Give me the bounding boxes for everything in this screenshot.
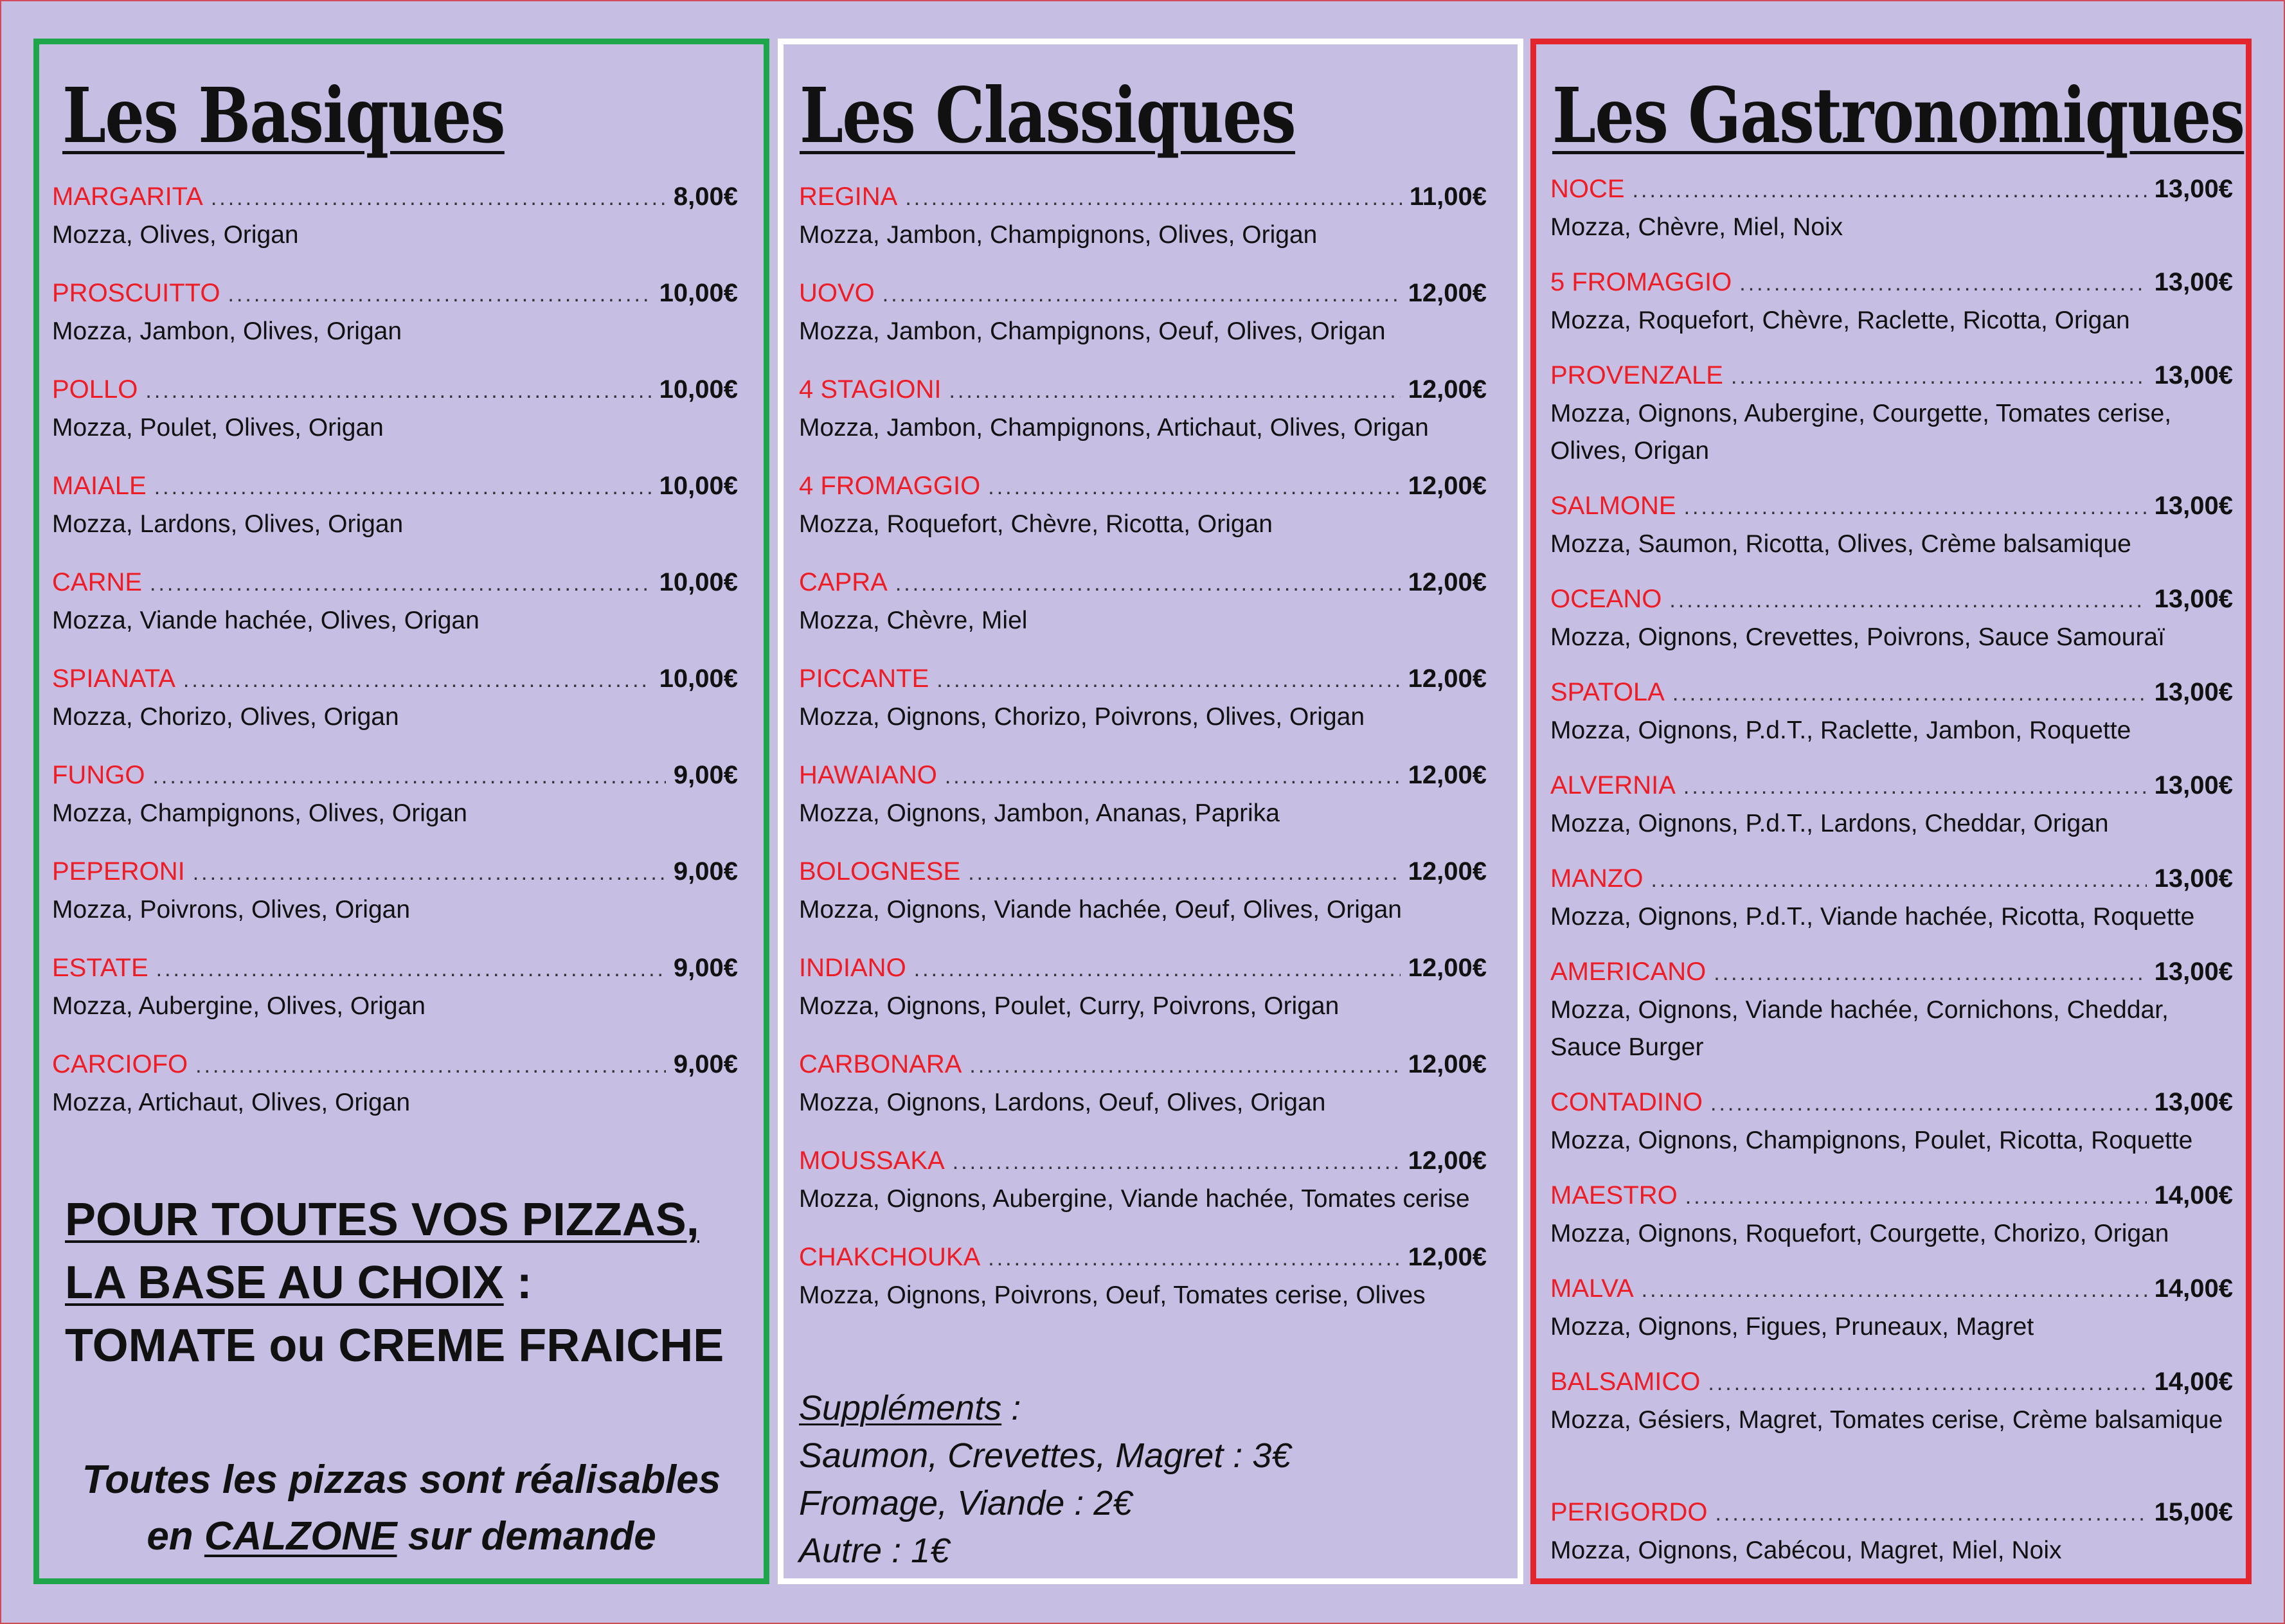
leader-dots [883,276,1401,313]
item-price: 9,00€ [673,954,738,982]
item-ingredients: Mozza, Oignons, Poulet, Curry, Poivrons, Origan [799,992,1340,1020]
menu-item [799,274,1487,371]
leader-dots [156,950,666,988]
item-price: 13,00€ [2154,492,2233,520]
menu-item [799,467,1487,564]
menu-item [1550,674,2233,767]
item-ingredients: Mozza, Oignons, Aubergine, Viande hachée, Tomates cerise [799,1185,1470,1213]
menu-item [52,274,738,371]
item-name: PICCANTE [799,665,929,693]
item-ingredients: Mozza, Oignons, P.d.T., Lardons, Cheddar, Origan [1550,810,2109,837]
item-name: PROVENZALE [1550,361,1723,389]
item-name: 4 STAGIONI [799,375,942,404]
item-price: 9,00€ [673,1050,738,1078]
menu-item [799,371,1487,467]
item-ingredients: Mozza, Oignons, Cabécou, Magret, Miel, Noix [1550,1537,2062,1564]
item-price: 12,00€ [1408,1243,1487,1271]
item-name: CARBONARA [799,1050,962,1078]
leader-dots [145,372,651,409]
item-name: BALSAMICO [1550,1368,1701,1396]
item-name: AMERICANO [1550,958,1707,986]
menu-item [799,853,1487,949]
menu-item [1550,860,2233,953]
item-ingredients: Mozza, Chorizo, Olives, Origan [52,703,399,731]
item-name: MAESTRO [1550,1181,1678,1209]
menu-list [52,178,738,1142]
item-name: ALVERNIA [1550,771,1676,799]
item-ingredients: Mozza, Saumon, Ricotta, Olives, Crème balsamique [1550,530,2131,558]
menu-item [52,660,738,756]
menu-item [52,949,738,1046]
item-ingredients: Mozza, Oignons, Poivrons, Oeuf, Tomates cerise, Olives [799,1281,1426,1309]
item-price: 14,00€ [2154,1368,2233,1396]
item-ingredients: Mozza, Roquefort, Chèvre, Raclette, Ricotta, Origan [1550,307,2130,334]
item-price: 12,00€ [1408,761,1487,789]
item-ingredients: Mozza, Roquefort, Chèvre, Ricotta, Origan [799,510,1273,538]
item-ingredients: Mozza, Oignons, Figues, Pruneaux, Magret [1550,1313,2034,1341]
menu-item [1550,170,2233,263]
item-price: 12,00€ [1408,375,1487,404]
item-ingredients: Mozza, Artichaut, Olives, Origan [52,1089,411,1116]
item-price: 10,00€ [659,375,738,404]
item-price: 12,00€ [1408,665,1487,693]
leader-dots [895,565,1401,602]
item-price: 13,00€ [2154,958,2233,986]
item-ingredients: Mozza, Jambon, Olives, Origan [52,317,402,345]
column-title: Les Gastronomiques [1552,71,2245,160]
column-gastronomiques [1530,39,2252,1584]
item-name: HAWAIANO [799,761,937,789]
leader-dots [1708,1364,2146,1402]
supplement-line: Autre : 1€ [799,1531,950,1570]
item-ingredients: Mozza, Champignons, Olives, Origan [52,799,467,827]
item-price: 12,00€ [1408,1050,1487,1078]
item-name: CONTADINO [1550,1088,1703,1116]
item-ingredients: Mozza, Jambon, Champignons, Olives, Origan [799,221,1318,249]
item-ingredients: Mozza, Oignons, Viande hachée, Oeuf, Olives, Origan [799,896,1402,924]
leader-dots [183,661,652,699]
notice-line: POUR TOUTES VOS PIZZAS, [65,1194,699,1245]
menu-item [1550,357,2233,487]
item-name: PEPERONI [52,857,185,886]
item-price: 12,00€ [1408,954,1487,982]
item-name: SPIANATA [52,665,175,693]
leader-dots [988,468,1400,506]
item-ingredients: Mozza, Oignons, Crevettes, Poivrons, Sauce Samouraï [1550,623,2165,651]
item-ingredients: Mozza, Poivrons, Olives, Origan [52,896,411,924]
column-title: Les Classiques [800,71,1296,160]
item-price: 12,00€ [1408,279,1487,307]
item-price: 13,00€ [2154,864,2233,893]
item-ingredients: Mozza, Oignons, P.d.T., Raclette, Jambon, Roquette [1550,717,2131,744]
menu-list [1550,170,2233,1587]
item-name: FUNGO [52,761,145,789]
menu-item [52,853,738,949]
leader-dots [152,758,665,795]
item-price: 14,00€ [2154,1274,2233,1303]
menu-item [799,564,1487,660]
item-price: 10,00€ [659,472,738,500]
item-ingredients: Mozza, Oignons, P.d.T., Viande hachée, Ricotta, Roquette [1550,903,2195,931]
item-name: MARGARITA [52,183,203,211]
item-ingredients: Mozza, Olives, Origan [52,221,299,249]
supplements-title-suffix: : [1001,1389,1021,1427]
calzone-word: CALZONE [204,1514,397,1558]
supplements-title: Suppléments [799,1389,1002,1427]
notice-line-suffix: : [503,1257,532,1308]
menu-item [1550,487,2233,580]
leader-dots [905,179,1402,217]
menu-item [52,178,738,274]
column-classiques [778,39,1523,1584]
item-name: MALVA [1550,1274,1634,1303]
item-ingredients: Mozza, Gésiers, Magret, Tomates cerise, Crème balsamique [1550,1406,2223,1434]
item-ingredients: Mozza, Oignons, Viande hachée, Cornichons, Cheddar, Sauce Burger [1550,996,2169,1061]
leader-dots [1685,1178,2147,1215]
leader-dots [1684,488,2147,526]
leader-dots [936,661,1400,699]
item-name: INDIANO [799,954,906,982]
menu-item [1550,1084,2233,1177]
item-price: 9,00€ [673,857,738,886]
menu-item [1550,1270,2233,1363]
menu-item [1550,767,2233,860]
item-ingredients: Mozza, Oignons, Lardons, Oeuf, Olives, Origan [799,1089,1326,1116]
leader-dots [211,179,666,217]
item-ingredients: Mozza, Chèvre, Miel [799,607,1028,634]
leader-dots [1731,358,2147,395]
item-price: 12,00€ [1408,568,1487,596]
leader-dots [193,854,666,891]
item-ingredients: Mozza, Jambon, Champignons, Oeuf, Olives, Origan [799,317,1386,345]
item-ingredients: Mozza, Poulet, Olives, Origan [52,414,384,442]
calzone-notice [39,1452,764,1565]
menu-item [799,660,1487,756]
menu-item [1550,263,2233,357]
leader-dots [968,854,1400,891]
calzone-line: Toutes les pizzas sont réalisables [82,1458,721,1502]
item-price: 8,00€ [673,183,738,211]
leader-dots [195,1047,666,1084]
leader-dots [1710,1085,2147,1122]
menu-item [52,1046,738,1142]
supplement-line: Fromage, Viande : 2€ [799,1484,1133,1522]
menu-item [799,949,1487,1046]
menu-list [799,178,1487,1335]
leader-dots [953,1143,1401,1181]
leader-dots [949,372,1401,409]
item-price: 13,00€ [2154,771,2233,799]
leader-dots [969,1047,1400,1084]
item-price: 11,00€ [1409,183,1487,211]
item-name: NOCE [1550,175,1625,203]
item-name: MAIALE [52,472,147,500]
leader-dots [945,758,1401,795]
menu-item [1550,953,2233,1084]
menu-item [52,371,738,467]
menu-item [1550,1177,2233,1270]
item-name: BOLOGNESE [799,857,961,886]
leader-dots [914,950,1401,988]
item-name: SALMONE [1550,492,1676,520]
leader-dots [1672,675,2147,712]
item-price: 12,00€ [1408,1147,1487,1175]
item-ingredients: Mozza, Lardons, Olives, Origan [52,510,404,538]
leader-dots [1669,582,2146,619]
column-basiques [33,39,769,1584]
item-price: 10,00€ [659,665,738,693]
supplements [799,1384,1291,1575]
item-ingredients: Mozza, Oignons, Champignons, Poulet, Ricotta, Roquette [1550,1127,2193,1154]
supplement-line: Saumon, Crevettes, Magret : 3€ [799,1436,1291,1475]
item-ingredients: Mozza, Oignons, Roquefort, Courgette, Chorizo, Origan [1550,1220,2169,1247]
item-price: 10,00€ [659,568,738,596]
menu-item [799,178,1487,274]
leader-dots [1714,954,2146,992]
item-name: 4 FROMAGGIO [799,472,981,500]
leader-dots [988,1240,1400,1277]
menu-item [52,467,738,564]
item-price: 13,00€ [2154,175,2233,203]
item-name: 5 FROMAGGIO [1550,268,1732,296]
item-name: POLLO [52,375,138,404]
item-ingredients: Mozza, Oignons, Jambon, Ananas, Paprika [799,799,1280,827]
item-ingredients: Mozza, Oignons, Chorizo, Poivrons, Olives, Origan [799,703,1365,731]
item-name: CARCIOFO [52,1050,188,1078]
item-price: 13,00€ [2154,585,2233,613]
item-name: SPATOLA [1550,678,1665,706]
item-ingredients: Mozza, Chèvre, Miel, Noix [1550,213,1843,241]
item-name: CHAKCHOUKA [799,1243,981,1271]
leader-dots [1683,768,2147,805]
item-price: 15,00€ [2154,1498,2233,1526]
base-choice-notice [65,1188,724,1377]
item-price: 13,00€ [2154,361,2233,389]
item-price: 10,00€ [659,279,738,307]
item-name: MANZO [1550,864,1644,893]
leader-dots [228,276,652,313]
item-name: CARNE [52,568,143,596]
notice-line: LA BASE AU CHOIX [65,1257,504,1308]
menu-item [799,756,1487,853]
notice-line: TOMATE ou CREME FRAICHE [65,1320,724,1371]
leader-dots [1739,265,2146,302]
calzone-post: sur demande [397,1514,656,1558]
item-price: 12,00€ [1408,472,1487,500]
item-price: 14,00€ [2154,1181,2233,1209]
leader-dots [1633,172,2147,209]
menu-item [52,564,738,660]
item-name: PERIGORDO [1550,1498,1708,1526]
column-title: Les Basiques [62,71,505,160]
item-name: PROSCUITTO [52,279,220,307]
item-ingredients: Mozza, Oignons, Aubergine, Courgette, Tomates cerise, Olives, Origan [1550,400,2172,465]
calzone-pre: en [147,1514,204,1558]
menu-item [799,1142,1487,1238]
item-price: 13,00€ [2154,268,2233,296]
item-ingredients: Mozza, Viande hachée, Olives, Origan [52,607,479,634]
leader-dots [1642,1271,2147,1308]
item-name: ESTATE [52,954,148,982]
leader-dots [154,468,652,506]
item-ingredients: Mozza, Aubergine, Olives, Origan [52,992,426,1020]
menu-item [799,1046,1487,1142]
menu-item [52,756,738,853]
item-price: 9,00€ [673,761,738,789]
menu-item [799,1238,1487,1335]
leader-dots [1715,1495,2146,1532]
item-name: UOVO [799,279,875,307]
item-price: 13,00€ [2154,1088,2233,1116]
item-price: 12,00€ [1408,857,1487,886]
item-price: 13,00€ [2154,678,2233,706]
leader-dots [1651,861,2146,898]
menu-item [1550,580,2233,674]
item-name: REGINA [799,183,898,211]
menu-item [1550,1494,2233,1587]
leader-dots [150,565,652,602]
item-name: CAPRA [799,568,888,596]
item-ingredients: Mozza, Jambon, Champignons, Artichaut, Olives, Origan [799,414,1429,442]
item-name: OCEANO [1550,585,1662,613]
item-name: MOUSSAKA [799,1147,945,1175]
menu-item [1550,1363,2233,1494]
